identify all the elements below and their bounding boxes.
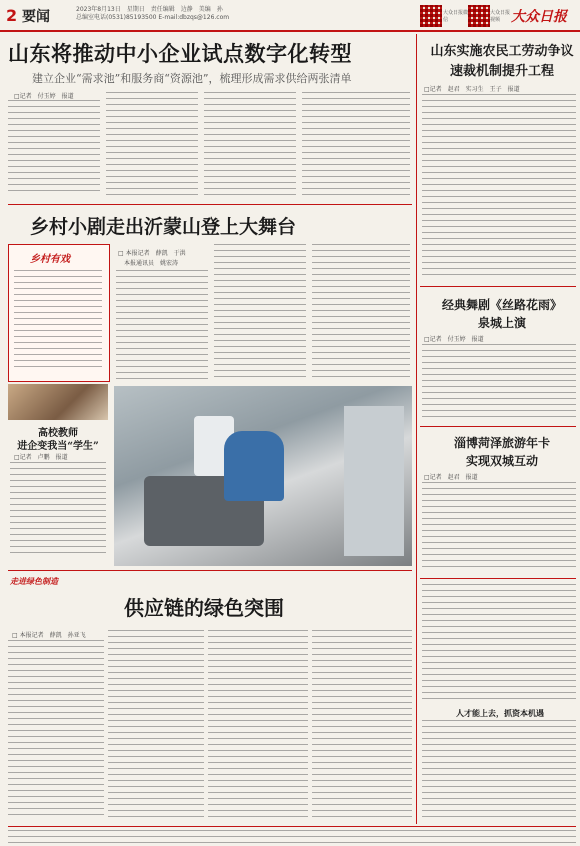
- qr-code-icon[interactable]: [468, 5, 490, 27]
- tourism-body: [422, 482, 576, 572]
- right-top-body: [422, 94, 576, 280]
- lead-body-col4: [302, 92, 410, 196]
- section-title: 要闻: [22, 9, 50, 25]
- drama-byline: □记者 付玉婷 报道: [424, 336, 484, 343]
- manufacturing-body-col3: [208, 630, 308, 818]
- section-rule: [420, 578, 576, 579]
- footer-body: [8, 830, 576, 844]
- newspaper-logo: 大众日报: [511, 9, 567, 25]
- qr-caption-1: 大众日报微信: [443, 10, 469, 23]
- lead-body-col1: [8, 100, 100, 196]
- bottom-right-body-1: [422, 584, 576, 704]
- tourism-headline-1: 淄博菏泽旅游年卡: [453, 436, 550, 450]
- section-rule: [420, 286, 576, 287]
- teacher-body: [10, 462, 106, 554]
- lead-headline: 山东将推动中小企业试点数字化转型: [8, 41, 352, 66]
- bottom-right-subheading: 人才能上去，抓资本机遇: [456, 708, 544, 718]
- manufacturing-body-col4: [312, 630, 412, 818]
- opera-byline-2: 本报通讯员 姚宏涛: [118, 260, 179, 267]
- opera-column-logo: 乡村有戏: [30, 254, 70, 265]
- manufacturing-byline: □ 本报记者 薛凯 孙亚飞: [12, 632, 86, 639]
- footer-rule: [8, 826, 576, 827]
- factory-workers-photo: [114, 386, 412, 566]
- right-top-headline-1: 山东实施农民工劳动争议: [430, 44, 574, 59]
- drama-body: [422, 344, 576, 420]
- drama-headline-1: 经典舞剧《丝路花雨》: [441, 298, 562, 312]
- section-rule: [420, 426, 576, 427]
- page-number: 2: [6, 6, 18, 25]
- lead-subhead: 建立企业“需求池”和服务商“资源池”，梳理形成需求供给两张清单: [32, 72, 352, 85]
- opera-headline: 乡村小剧走出沂蒙山登上大舞台: [30, 216, 297, 238]
- tourism-headline-2: 实现双城互动: [465, 454, 538, 468]
- header-meta: [76, 6, 229, 22]
- tourism-byline: □记者 赵君 报道: [424, 474, 478, 481]
- lead-byline: □记者 付玉婷 报道: [14, 93, 74, 100]
- lead-body-col3: [204, 92, 296, 196]
- bottom-right-body-2: [422, 720, 576, 820]
- qr-code-icon[interactable]: [420, 5, 442, 27]
- teacher-byline: □记者 卢鹏 报道: [14, 454, 68, 461]
- lead-body-col2: [106, 92, 198, 196]
- teacher-title-1: 高校教师: [38, 428, 78, 439]
- section-rule: [8, 204, 412, 205]
- manufacturing-column-logo: 走进绿色制造: [10, 577, 58, 586]
- drama-headline-2: 泉城上演: [477, 316, 526, 330]
- meta-line-2: 总编室电话(0531)85193500 E-mail:dbzqs@126.com: [76, 14, 230, 21]
- manufacturing-body-col1: [8, 640, 104, 818]
- manufacturing-headline: 供应链的绿色突围: [124, 596, 284, 620]
- teacher-title-2: 进企变我当“学生”: [17, 441, 99, 452]
- manufacturing-body-col2: [108, 630, 204, 818]
- section-rule: [8, 570, 412, 571]
- opera-intro-text: [14, 270, 102, 370]
- column-divider: [416, 34, 417, 824]
- opera-body-col1: [116, 270, 208, 380]
- meta-line-1: 2023年8月13日 星期日 责任编辑 边静 美编 孙: [76, 6, 223, 13]
- teacher-photo: [8, 384, 108, 420]
- opera-body-col2: [214, 244, 306, 380]
- opera-byline-1: □ 本报记者 薛凯 于洪: [118, 250, 186, 257]
- right-top-headline-2: 速裁机制提升工程: [449, 64, 554, 79]
- opera-body-col3: [312, 244, 410, 380]
- right-top-byline: □记者 赵君 实习生 王子 报道: [424, 86, 520, 93]
- qr-caption-2: 大众日报视频: [490, 10, 511, 23]
